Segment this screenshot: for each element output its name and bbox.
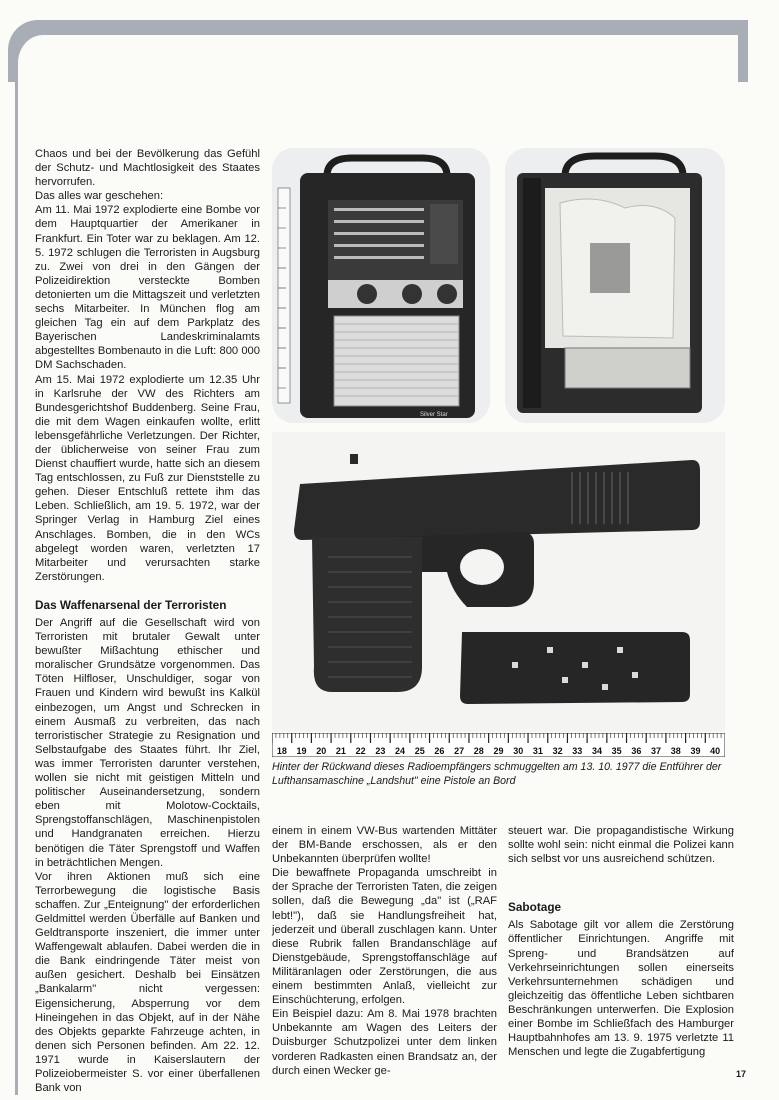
paragraph: einem in einem VW-Bus wartenden Mittäter der BM-Bande erschossen, als er den Unbekannten überprüfen wollte! [272,825,497,866]
paragraph: Am 15. Mai 1972 explodierte um 12.35 Uhr in Karlsruhe der VW des Richters am Bundesgerichtshof Buddenberg. Seine Frau, die mit dem Wagen einkaufen wollte, erlitt lebensgefährliche Verletzungen. Der Richter, der üblicherweise von seiner Frau zum Dienst chauffiert wurde, hatte sich an diesem Tag entschlossen, zu Fuß zur Dienststelle zu gehen. Dieser Entschluß rettete ihm das Leben. Schließlich, am 19. 5. 1972, war der Springer Verlag in Hamburg Ziel eines Anschlages. Bomben, die in den WCs abgelegt worden waren, verletzten 17 Mitarbeiter und verursachten starke Zerstörungen. [35,373,260,583]
ruler-label: 32 [552,746,563,756]
ruler-label: 25 [414,746,425,756]
section-heading-waffenarsenal: Das Waffenarsenal der Terroristen [35,597,227,612]
page-number: 17 [736,1069,747,1079]
radio-front-illustration [272,148,490,423]
ruler-label: 30 [513,746,524,756]
ruler-label: 18 [276,746,287,756]
ruler-label: 34 [591,746,602,756]
ruler-label: 20 [316,746,327,756]
radio-brand-label: Silver Star [420,412,448,418]
ruler-label: 19 [296,746,307,756]
ruler-scale [272,733,725,757]
section-heading-sabotage: Sabotage [508,900,562,915]
pistol-illustration [272,432,725,732]
right-column [508,824,734,1059]
paragraph: Der Angriff auf die Gesellschaft wird von Terroristen mit brutaler Gewalt unter bewußter Mißachtung ethischer und moralischer Grundsätze vorgenommen. Das Töten Hilfloser, Unschuldiger, sogar von Frauen und Kindern wird bewußt ins Kalkül einbezogen, um Angst und Schrecken in einem Ausmaß zu verbreiten, das nach terroristischer Strategie zu Resignation und Selbstaufgabe des Staates führt. Ihr Ziel, was immer Terroristen darunter verstehen, wollen sie nicht mit geistigen Mitteln und politischer Auseinandersetzung, sondern eben mit Molotow-Cocktails, Sprengstoffanschlägen, Maschinenpistolen und Handgranaten erreichen. Hierzu benötigen die Täter Sprengstoff und Waffen in beträchtlichen Mengen. [35,617,260,869]
ruler-label: 31 [532,746,543,756]
paragraph: Am 11. Mai 1972 explodierte eine Bombe vor dem Hauptquartier der Amerikaner in Frankfurt. Ein Toter war zu beklagen. Am 12. 5. 1972 schlugen die Terroristen in Augsburg zu. Zwei von drei in den Gängen der Polizeidirektion versteckte Bomben detonierten um die Mittagszeit und verletzten sechs Mitarbeiter. In München flog am gleichen Tag ein auf dem Parkplatz des Bayerischen Landeskriminalamts abgestelltes Bombenauto in die Luft: 800 000 DM Sachschaden. [35,204,260,372]
ruler-label: 29 [493,746,504,756]
radio-back-photo [505,148,725,423]
measurement-ruler [272,733,725,757]
paragraph: Ein Beispiel dazu: Am 8. Mai 1978 brachten Unbekannte am Wagen des Leiters der Duisburger Schutzpolizei unter dem linken vorderen Radkasten einen Brandsatz an, der durch einen Wecker ge- [272,1008,497,1077]
ruler-label: 23 [375,746,386,756]
ruler-label: 35 [611,746,622,756]
ruler-label: 22 [355,746,366,756]
ruler-label: 27 [454,746,465,756]
middle-column [272,824,497,1078]
left-column [35,147,260,1095]
ruler-label: 21 [335,746,346,756]
figure-caption: Hinter der Rückwand dieses Radioempfängers schmuggelten am 13. 10. 1977 die Entführer der Lufthansamaschine „Landshut" eine Pistole an Bord [272,761,722,787]
paragraph: Das alles war geschehen: [35,190,164,203]
radio-back-illustration [505,148,725,423]
ruler-label: 24 [395,746,406,756]
ruler-label: 28 [473,746,484,756]
paragraph: steuert war. Die propagandistische Wirkung sollte wohl sein: nicht einmal die Polizei kann sich selbst vor uns ausreichend schützen. [508,825,734,866]
pistol-photo [272,432,725,732]
ruler-label: 39 [690,746,701,756]
ruler-label: 26 [434,746,445,756]
ruler-label: 37 [651,746,662,756]
paragraph: Vor ihren Aktionen muß sich eine Terrorbewegung die logistische Basis schaffen. Zur „Enteignung" der erforderlichen Geldmittel werden Überfälle auf Banken und Geldtransporte inszeniert, die immer unter Waffengewalt ablaufen. Dabei werden die in die Bank eindringende Täter meist von außen gesichert. Deshalb bei Einsätzen „Bankalarm" nicht vergessen: Eigensicherung, Absperrung vor dem Hineingehen in das Objekt, auf in der Nähe des Objekts geparkte Fahrzeuge achten, in denen sich Personen befinden. Am 22. 12. 1971 wurde in Kaiserslautern der Polizeiobermeister S. vor einer überfallenen Bank von [35,870,260,1095]
ruler-label: 36 [631,746,642,756]
paragraph: Chaos und bei der Bevölkerung das Gefühl der Schutz- und Machtlosigkeit des Staates hervorrufen. [35,148,260,189]
ruler-label: 33 [572,746,583,756]
paragraph: Die bewaffnete Propaganda umschreibt in der Sprache der Terroristen Taten, die zeigen sollen, daß die Bewegung „da" ist („RAF lebt!"), daß sie Handlungsfreiheit hat, jederzeit und überall zuschlagen kann. Unter diese Rubrik fallen Brandanschläge auf Dienstgebäude, Sprengstoffanschläge auf Militäranlagen oder Zerstörungen, die aus einem bestimmten Anlaß, vielleicht zur Einschüchterung, erfolgen. [272,867,497,1007]
ruler-label: 38 [670,746,681,756]
paragraph: Als Sabotage gilt vor allem die Zerstörung öffentlicher Einrichtungen. Angriffe mit Spreng- und Brandsätzen auf Verkehrseinrichtungen sollen einerseits Verkehrsunternehmen schädigen und gleichzeitig das öffentliche Leben sichtbaren Beschränkungen unterwerfen. Die Explosion einer Bombe im Schließfach des Hamburger Hauptbahnhofes am 13. 9. 1975 verletzte 11 Menschen und legte die Zugabfertigung [508,919,734,1059]
ruler-label: 40 [710,746,721,756]
radio-front-photo [272,148,490,423]
